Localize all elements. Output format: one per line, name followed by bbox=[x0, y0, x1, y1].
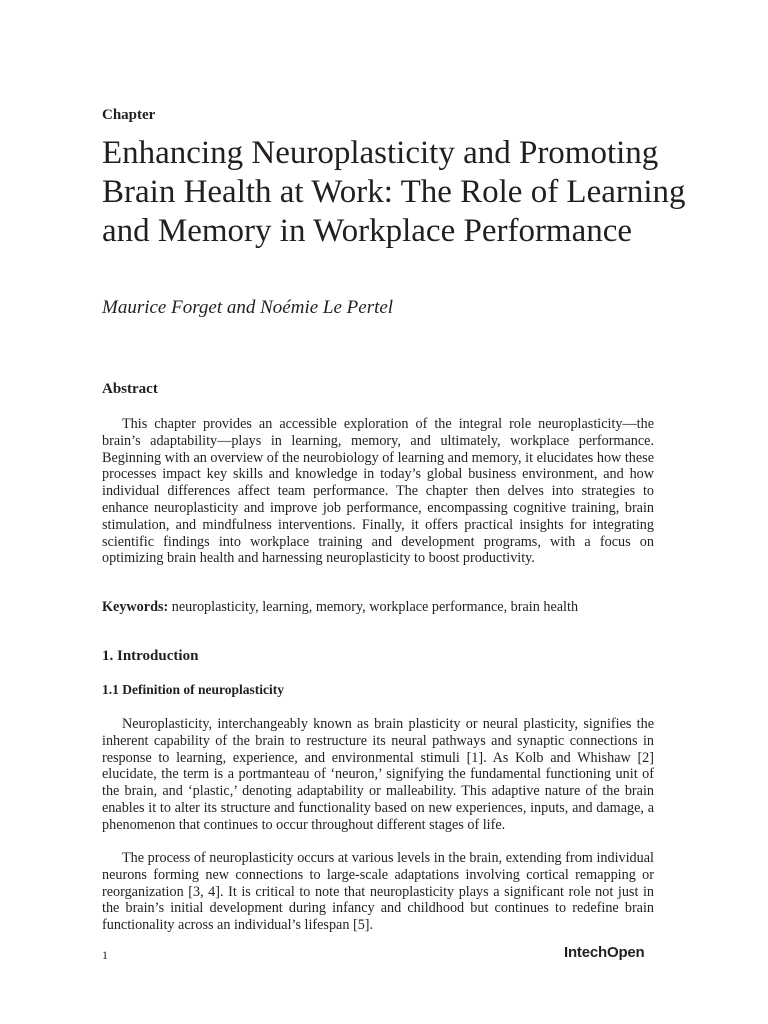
keywords-label: Keywords: bbox=[102, 599, 169, 615]
keywords bbox=[102, 599, 654, 616]
section-heading-introduction: 1. Introduction bbox=[102, 648, 199, 664]
keywords-text: neuroplasticity, learning, memory, workplace performance, brain health bbox=[168, 599, 579, 615]
page-number: 1 bbox=[102, 948, 108, 962]
intro-paragraph-1: Neuroplasticity, interchangeably known as brain plasticity or neural plasticity, signifies the inherent capability of the brain to restructure its neural pathways and synaptic connections in response to learning, experience, and environmental stimuli [1]. As Kolb and Whishaw [2] elucidate, the term is a portmanteau of ‘neuron,’ signifying the fundamental functioning unit of the brain, and ‘plastic,’ denoting adaptability or malleability. This adaptive nature of the brain enables it to alter its structure and functionality based on new experiences, inputs, and damage, a phenomenon that continues to occur throughout different stages of life. bbox=[102, 716, 654, 833]
chapter-label: Chapter bbox=[102, 107, 156, 123]
intro-paragraph-2: The process of neuroplasticity occurs at various levels in the brain, extending from individual neurons forming new connections to large-scale adaptations involving cortical remapping or reorganization [3, 4]. It is critical to note that neuroplasticity plays a significant role not just in the brain’s initial development during infancy and childhood but continues to redefine brain functionality across an individual’s lifespan [5]. bbox=[102, 850, 654, 934]
publisher-logo: IntechOpen bbox=[564, 944, 645, 961]
chapter-title: Enhancing Neuroplasticity and Promoting Brain Health at Work: The Role of Learning and Memory in Workplace Performance bbox=[102, 135, 686, 249]
subsection-heading-definition: 1.1 Definition of neuroplasticity bbox=[102, 682, 284, 697]
abstract-heading: Abstract bbox=[102, 381, 158, 397]
authors: Maurice Forget and Noémie Le Pertel bbox=[102, 297, 394, 318]
abstract-body: This chapter provides an accessible exploration of the integral role neuroplasticity—the brain’s adaptability—plays in learning, memory, and ultimately, workplace performance. Beginning with an overview of the neurobiology of learning and memory, it elucidates how these processes impact key skills and knowledge in today’s global business environment, and how individual differences affect team performance. The chapter then delves into strategies to enhance neuroplasticity and improve job performance, encompassing cognitive training, brain stimulation, and mindfulness interventions. Finally, it offers practical insights for integrating scientific findings into workplace training and development programs, with a focus on optimizing brain health and harnessing neuroplasticity to boost productivity. bbox=[102, 416, 654, 567]
